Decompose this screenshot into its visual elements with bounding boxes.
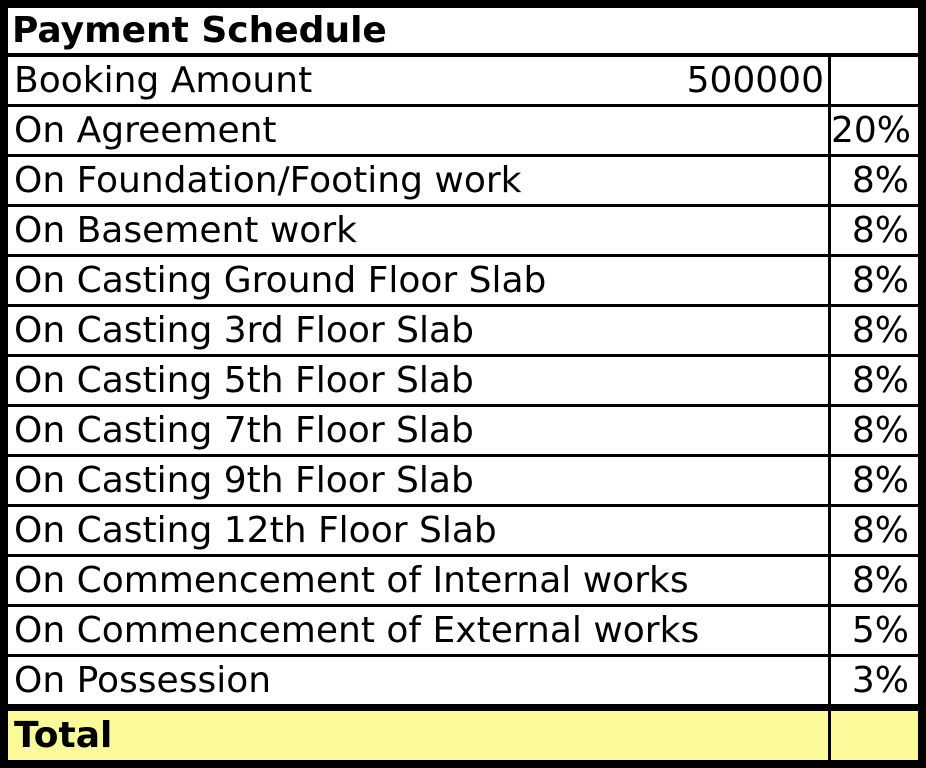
total-percent: [831, 704, 918, 760]
milestone-percent: 8%: [831, 157, 918, 207]
milestone-percent: 20%: [831, 107, 918, 157]
milestone-label: On Casting 7th Floor Slab: [8, 407, 831, 457]
booking-amount-cell: [8, 57, 831, 107]
booking-amount-label: Booking Amount: [14, 59, 313, 101]
milestone-label: On Possession: [8, 657, 831, 704]
table-row: [8, 507, 918, 557]
table-row: [8, 257, 918, 307]
milestone-label: On Casting 12th Floor Slab: [8, 507, 831, 557]
milestone-label: On Casting Ground Floor Slab: [8, 257, 831, 307]
total-row: [8, 704, 918, 760]
table-row: [8, 357, 918, 407]
milestone-percent: 5%: [831, 607, 918, 657]
table-row: [8, 407, 918, 457]
table-row: [8, 107, 918, 157]
milestone-label: On Basement work: [8, 207, 831, 257]
milestone-label: On Casting 9th Floor Slab: [8, 457, 831, 507]
milestone-percent: 8%: [831, 557, 918, 607]
milestone-label: On Casting 3rd Floor Slab: [8, 307, 831, 357]
table-row: [8, 607, 918, 657]
milestone-percent: 3%: [831, 657, 918, 704]
milestone-label: On Agreement: [8, 107, 831, 157]
booking-amount-value: 500000: [686, 59, 824, 101]
table-row: [8, 557, 918, 607]
booking-amount-row: [8, 57, 918, 107]
booking-percent-cell: [831, 57, 918, 107]
milestone-label: On Commencement of Internal works: [8, 557, 831, 607]
table-row: [8, 207, 918, 257]
milestone-label: On Foundation/Footing work: [8, 157, 831, 207]
table-row: [8, 457, 918, 507]
milestone-percent: 8%: [831, 357, 918, 407]
table-title: Payment Schedule: [8, 8, 918, 57]
milestone-percent: 8%: [831, 207, 918, 257]
milestone-label: On Commencement of External works: [8, 607, 831, 657]
milestone-percent: 8%: [831, 257, 918, 307]
milestone-percent: 8%: [831, 507, 918, 557]
table-title-row: [8, 8, 918, 57]
milestone-percent: 8%: [831, 407, 918, 457]
booking-amount-flex: [14, 61, 828, 101]
table-row: [8, 157, 918, 207]
total-label: Total: [8, 704, 831, 760]
table-row: [8, 657, 918, 704]
milestone-percent: 8%: [831, 307, 918, 357]
table-row: [8, 307, 918, 357]
milestone-label: On Casting 5th Floor Slab: [8, 357, 831, 407]
milestone-percent: 8%: [831, 457, 918, 507]
